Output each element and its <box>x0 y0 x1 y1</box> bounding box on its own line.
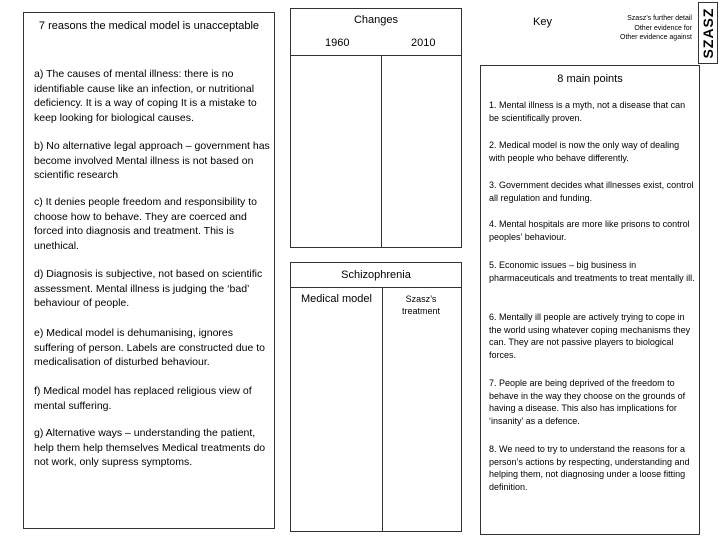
reason-e: e) Medical model is dehumanising, ignores suffering of person. Labels are constructed due to medicalisation of disturbed behaviour. <box>34 327 265 368</box>
main-point-2: 2. Medical model is now the only way of dealing with people who behave differently. <box>489 140 680 163</box>
reasons-title: 7 reasons the medical model is unacceptable <box>38 20 260 32</box>
reasons-panel <box>23 12 275 529</box>
key-note-evidence-for: Other evidence for <box>634 24 692 32</box>
szasz-vertical-label <box>698 2 718 64</box>
changes-column-divider <box>381 55 382 247</box>
reason-f: f) Medical model has replaced religious view of mental suffering. <box>34 385 252 412</box>
schizophrenia-title: Schizophrenia <box>341 269 411 281</box>
reason-g: g) Alternative ways – understanding the patient, help them help themselves Medical treatments do not work, only supress symptoms. <box>34 427 266 468</box>
key-label: Key <box>533 16 552 28</box>
main-points-panel <box>480 65 700 535</box>
main-points-title: 8 main points <box>557 73 623 85</box>
key-note-evidence-against: Other evidence against <box>620 34 692 41</box>
main-point-3: 3. Government decides what illnesses exist, control all regulation and funding. <box>489 180 694 203</box>
main-point-4: 4. Mental hospitals are more like prisons to control peoples’ behaviour. <box>489 219 690 242</box>
changes-col-1960: 1960 <box>325 37 350 49</box>
schizophrenia-col-medical-model: Medical model <box>301 293 372 305</box>
main-point-5: 5. Economic issues – big business in pharmaceuticals and treatments to treat mentally ill. <box>489 260 695 283</box>
main-point-8: 8. We need to try to understand the reasons for a person’s actions by respecting, understanding and helping them, not diagnosing under a loose fitting definition. <box>489 444 690 492</box>
changes-table <box>290 8 462 248</box>
key-note-szasz: Szasz’s further detail <box>627 15 692 22</box>
changes-col-2010: 2010 <box>411 37 436 49</box>
schizophrenia-divider <box>291 287 461 288</box>
changes-title: Changes <box>353 14 399 26</box>
reason-d: d) Diagnosis is subjective, not based on scientific assessment. Mental illness is judging the ‘bad’ behaviour of people. <box>34 268 263 309</box>
schizophrenia-table <box>290 262 462 532</box>
main-point-1: 1. Mental illness is a myth, not a disease that can be scientifically proven. <box>489 100 686 123</box>
main-point-7: 7. People are being deprived of the freedom to behave in the way they choose on the grounds of having a disease. This also has implications for ‘insanity’ as a defence. <box>489 378 686 426</box>
schizophrenia-column-divider <box>382 287 383 531</box>
reason-a: a) The causes of mental illness: there is no identifiable cause like an infection, or nutritional deficiency. It is a way of coping It is a mistake to keep looking for biological causes. <box>34 68 257 124</box>
reason-c: c) It denies people freedom and responsibility to choose how to behave. They are coerced and forced into diagnosis and treatment. This is unethical. <box>34 196 257 252</box>
key-notes <box>580 14 692 43</box>
main-point-6: 6. Mentally ill people are actively trying to cope in the world using whatever coping mechanisms they can. They are not passive players to biological forces. <box>489 312 691 360</box>
szasz-label-text: SZASZ <box>700 7 716 59</box>
changes-divider <box>291 55 461 56</box>
schizophrenia-col-szasz-treatment: Szasz’s treatment <box>401 294 441 316</box>
reason-b: b) No alternative legal approach – government has become involved Mental illness is not based on scientific research <box>34 140 270 181</box>
